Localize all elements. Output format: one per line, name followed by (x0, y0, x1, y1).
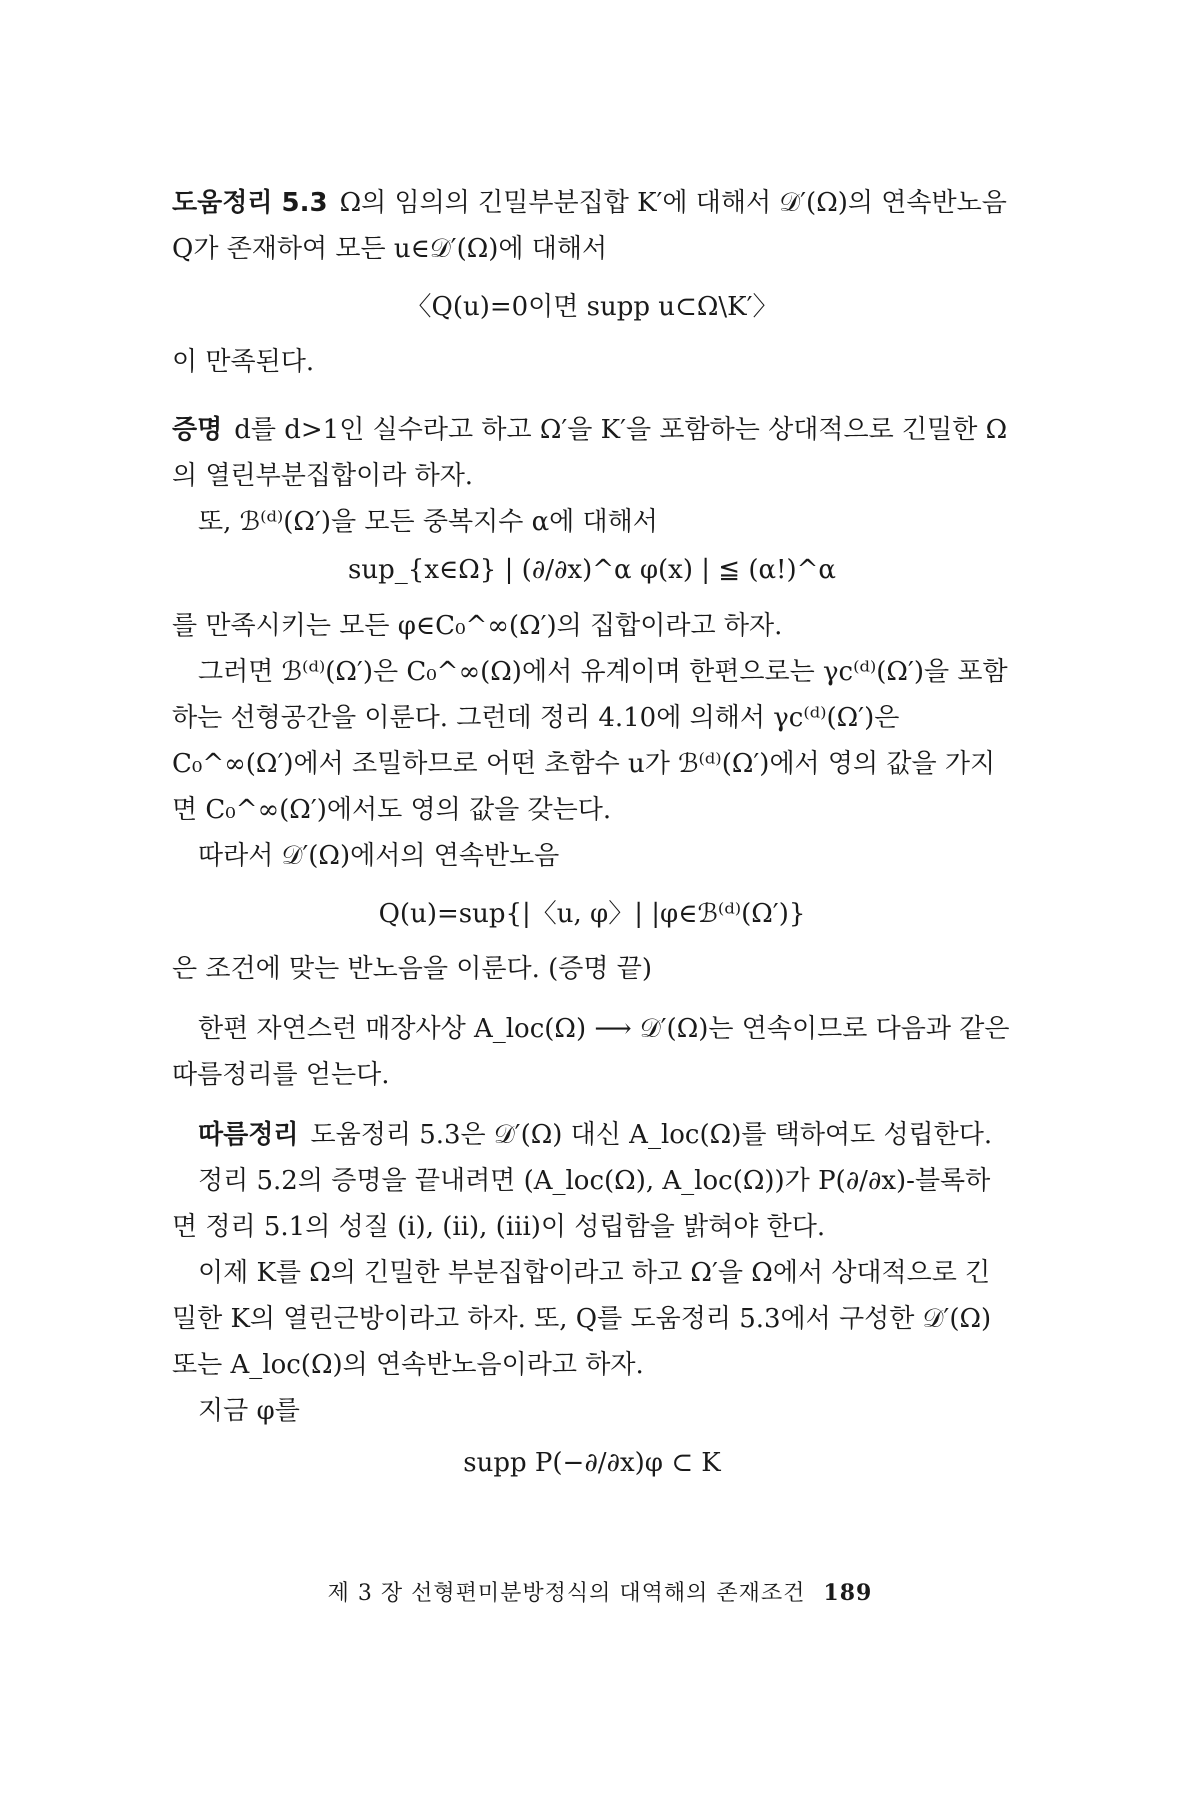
page-body (172, 180, 1012, 1494)
proof-text-3: 를 만족시키는 모든 φ∈C₀^∞(Ω′)의 집합이라고 하자. (172, 611, 783, 641)
embedding-paragraph: 한편 자연스런 매장사상 A_loc(Ω) ⟶ 𝒟′(Ω)는 연속이므로 다음과 같은 따름정리를 얻는다. (172, 1014, 1010, 1090)
lemma-paragraph (172, 180, 1012, 272)
setup-paragraph: 이제 K를 Ω의 긴밀한 부분집합이라고 하고 Ω′을 Ω에서 상대적으로 긴밀한 K의 열린근방이라고 하자. 또, Q를 도움정리 5.3에서 구성한 𝒟′(Ω) 또는 A_loc(Ω)의 연속반노음이라고 하자. (172, 1258, 992, 1380)
proof-text-5: 따라서 𝒟′(Ω)에서의 연속반노음 (198, 841, 560, 871)
lemma-conclusion: 이 만족된다. (172, 347, 315, 377)
proof-plan-paragraph: 정리 5.2의 증명을 끝내려면 (A_loc(Ω), A_loc(Ω))가 P(∂/∂x)-블록하면 정리 5.1의 성질 (i), (ii), (iii)이 성립함을 밝혀야 한다. (172, 1166, 991, 1242)
proof-text-1: d를 d>1인 실수라고 하고 Ω′을 K′을 포함하는 상대적으로 긴밀한 Ω의 열린부분집합이라 하자. (172, 415, 1008, 491)
proof-sup-equation: sup_{x∈Ω} | (∂/∂x)^α φ(x) | ≦ (α!)^α (348, 555, 836, 585)
proof-text-4: 그러면 ℬ⁽ᵈ⁾(Ω′)은 C₀^∞(Ω)에서 유계이며 한편으로는 γc⁽ᵈ⁾(Ω′)을 포함하는 선형공간을 이룬다. 그런데 정리 4.10에 의해서 γc⁽ᵈ⁾(Ω′)은 C₀^∞(Ω′)에서 조밀하므로 어떤 초함수 u가 ℬ⁽ᵈ⁾(Ω′)에서 영의 값을 가지면 C₀^∞(Ω′)에서도 영의 값을 갖는다. (172, 657, 1008, 825)
lemma-heading: 도움정리 5.3 (172, 188, 328, 218)
proof-text-6: 은 조건에 맞는 반노음을 이룬다. (증명 끝) (172, 954, 652, 984)
phi-paragraph: 지금 φ를 (198, 1396, 300, 1426)
lemma-text: Ω의 임의의 긴밀부분집합 K′에 대해서 𝒟′(Ω)의 연속반노음 Q가 존재하여 모든 u∈𝒟′(Ω)에 대해서 (172, 188, 1007, 264)
proof-seminorm-equation: Q(u)=sup{|〈u, φ〉| |φ∈ℬ⁽ᵈ⁾(Ω′)} (378, 899, 806, 929)
corollary-paragraph (172, 1112, 1012, 1158)
page-footer (0, 1576, 1200, 1607)
chapter-title: 제 3 장 선형편미분방정식의 대역해의 존재조건 (327, 1581, 806, 1606)
lemma-equation: 〈Q(u)=0이면 supp u⊂Ω\K′〉 (405, 292, 779, 322)
proof-paragraph (172, 407, 1012, 499)
corollary-text: 도움정리 5.3은 𝒟′(Ω) 대신 A_loc(Ω)를 택하여도 성립한다. (310, 1120, 993, 1150)
proof-text-2: 또, ℬ⁽ᵈ⁾(Ω′)을 모든 중복지수 α에 대해서 (198, 507, 658, 537)
page-number: 189 (823, 1580, 873, 1606)
support-equation: supp P(−∂/∂x)φ ⊂ K (463, 1448, 721, 1478)
proof-heading: 증명 (172, 415, 223, 445)
corollary-heading: 따름정리 (198, 1120, 299, 1150)
